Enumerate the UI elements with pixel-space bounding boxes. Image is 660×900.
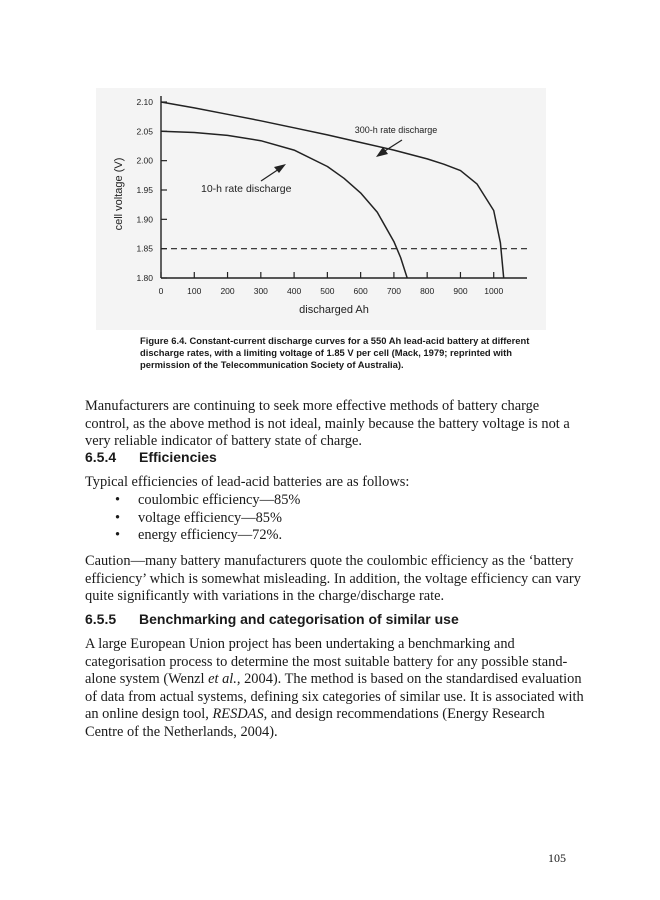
list-item: • coulombic efficiency—85% xyxy=(85,492,300,510)
x-tick-label: 400 xyxy=(286,286,302,296)
y-tick-label: 1.80 xyxy=(136,273,153,283)
section-heading-efficiencies xyxy=(85,449,217,465)
paragraph-benchmarking xyxy=(85,636,585,742)
paragraph-efficiencies-intro: Typical efficiencies of lead-acid batteries are as follows: xyxy=(85,474,410,490)
x-tick-label: 700 xyxy=(386,286,402,296)
page-number: 105 xyxy=(548,851,566,865)
efficiency-list xyxy=(85,492,300,545)
y-tick-label: 2.10 xyxy=(136,97,153,107)
x-tick-label: 200 xyxy=(220,286,235,296)
y-axis-label: cell voltage (V) xyxy=(113,157,125,231)
annotation-10h: 10-h rate discharge xyxy=(201,183,292,195)
figure-caption: Figure 6.4. Constant-current discharge curves for a 550 Ah lead-acid battery at different discharge rates, with a limiting voltage of 1.85 V per cell (Mack, 1979; reprinted with permission of the Telecommunication Society of Australia). xyxy=(140,335,530,370)
section-number: 6.5.4 xyxy=(85,449,117,465)
series-10h-line xyxy=(161,131,407,278)
section-title: Benchmarking and categorisation of similar use xyxy=(139,611,459,627)
section-heading-benchmarking xyxy=(85,611,459,627)
annotation-300h: 300-h rate discharge xyxy=(354,125,438,135)
figure-6-4 xyxy=(96,88,546,330)
x-tick-label: 1000 xyxy=(484,286,504,296)
paragraph-caution: Caution—many battery manufacturers quote the coulombic efficiency as the ‘battery efficiency’ which is somewhat misleading. In addition, the voltage efficiency can vary quite significantly with variations in the charge/discharge rate. xyxy=(85,553,581,605)
x-tick-label: 800 xyxy=(420,286,435,296)
y-tick-label: 1.90 xyxy=(136,214,153,225)
paragraph-charge-control: Manufacturers are continuing to seek more effective methods of battery charge control, as the above method is not ideal, mainly because the battery voltage is not a very reliable indicator of battery state of charge. xyxy=(85,398,570,450)
x-axis-label: discharged Ah xyxy=(299,304,369,316)
discharge-chart xyxy=(96,88,546,330)
list-item: • energy efficiency—72%. xyxy=(85,527,300,545)
y-tick-label: 2.00 xyxy=(136,155,153,166)
paragraph-text-italic: RESDAS xyxy=(212,706,264,723)
paragraph-text: , and design recommendations (Energy Research Centre of the Netherlands, 2004). xyxy=(85,706,545,740)
list-item: • voltage efficiency—85% xyxy=(85,510,300,528)
paragraph-text-italic: et al. xyxy=(208,671,237,688)
x-tick-label: 900 xyxy=(453,286,468,296)
x-tick-label: 0 xyxy=(158,286,164,296)
x-tick-label: 300 xyxy=(253,286,268,296)
section-number: 6.5.5 xyxy=(85,611,117,627)
y-tick-label: 2.05 xyxy=(136,126,153,137)
x-tick-label: 100 xyxy=(187,286,202,296)
x-tick-label: 500 xyxy=(320,286,335,296)
y-tick-label: 1.95 xyxy=(136,185,153,195)
y-tick-label: 1.85 xyxy=(136,243,153,254)
paragraph-text: , 2004). The method is based on the standardised evaluation of data from actual systems, defining six categories of similar use. It is associated with an online design tool, xyxy=(85,671,584,723)
paragraph-text: A large European Union project has been undertaking a benchmarking and categorisation process to determine the most suitable battery for any possible stand-alone system (Wenzl xyxy=(85,636,568,688)
x-tick-label: 600 xyxy=(353,286,368,296)
section-title: Efficiencies xyxy=(139,449,217,465)
